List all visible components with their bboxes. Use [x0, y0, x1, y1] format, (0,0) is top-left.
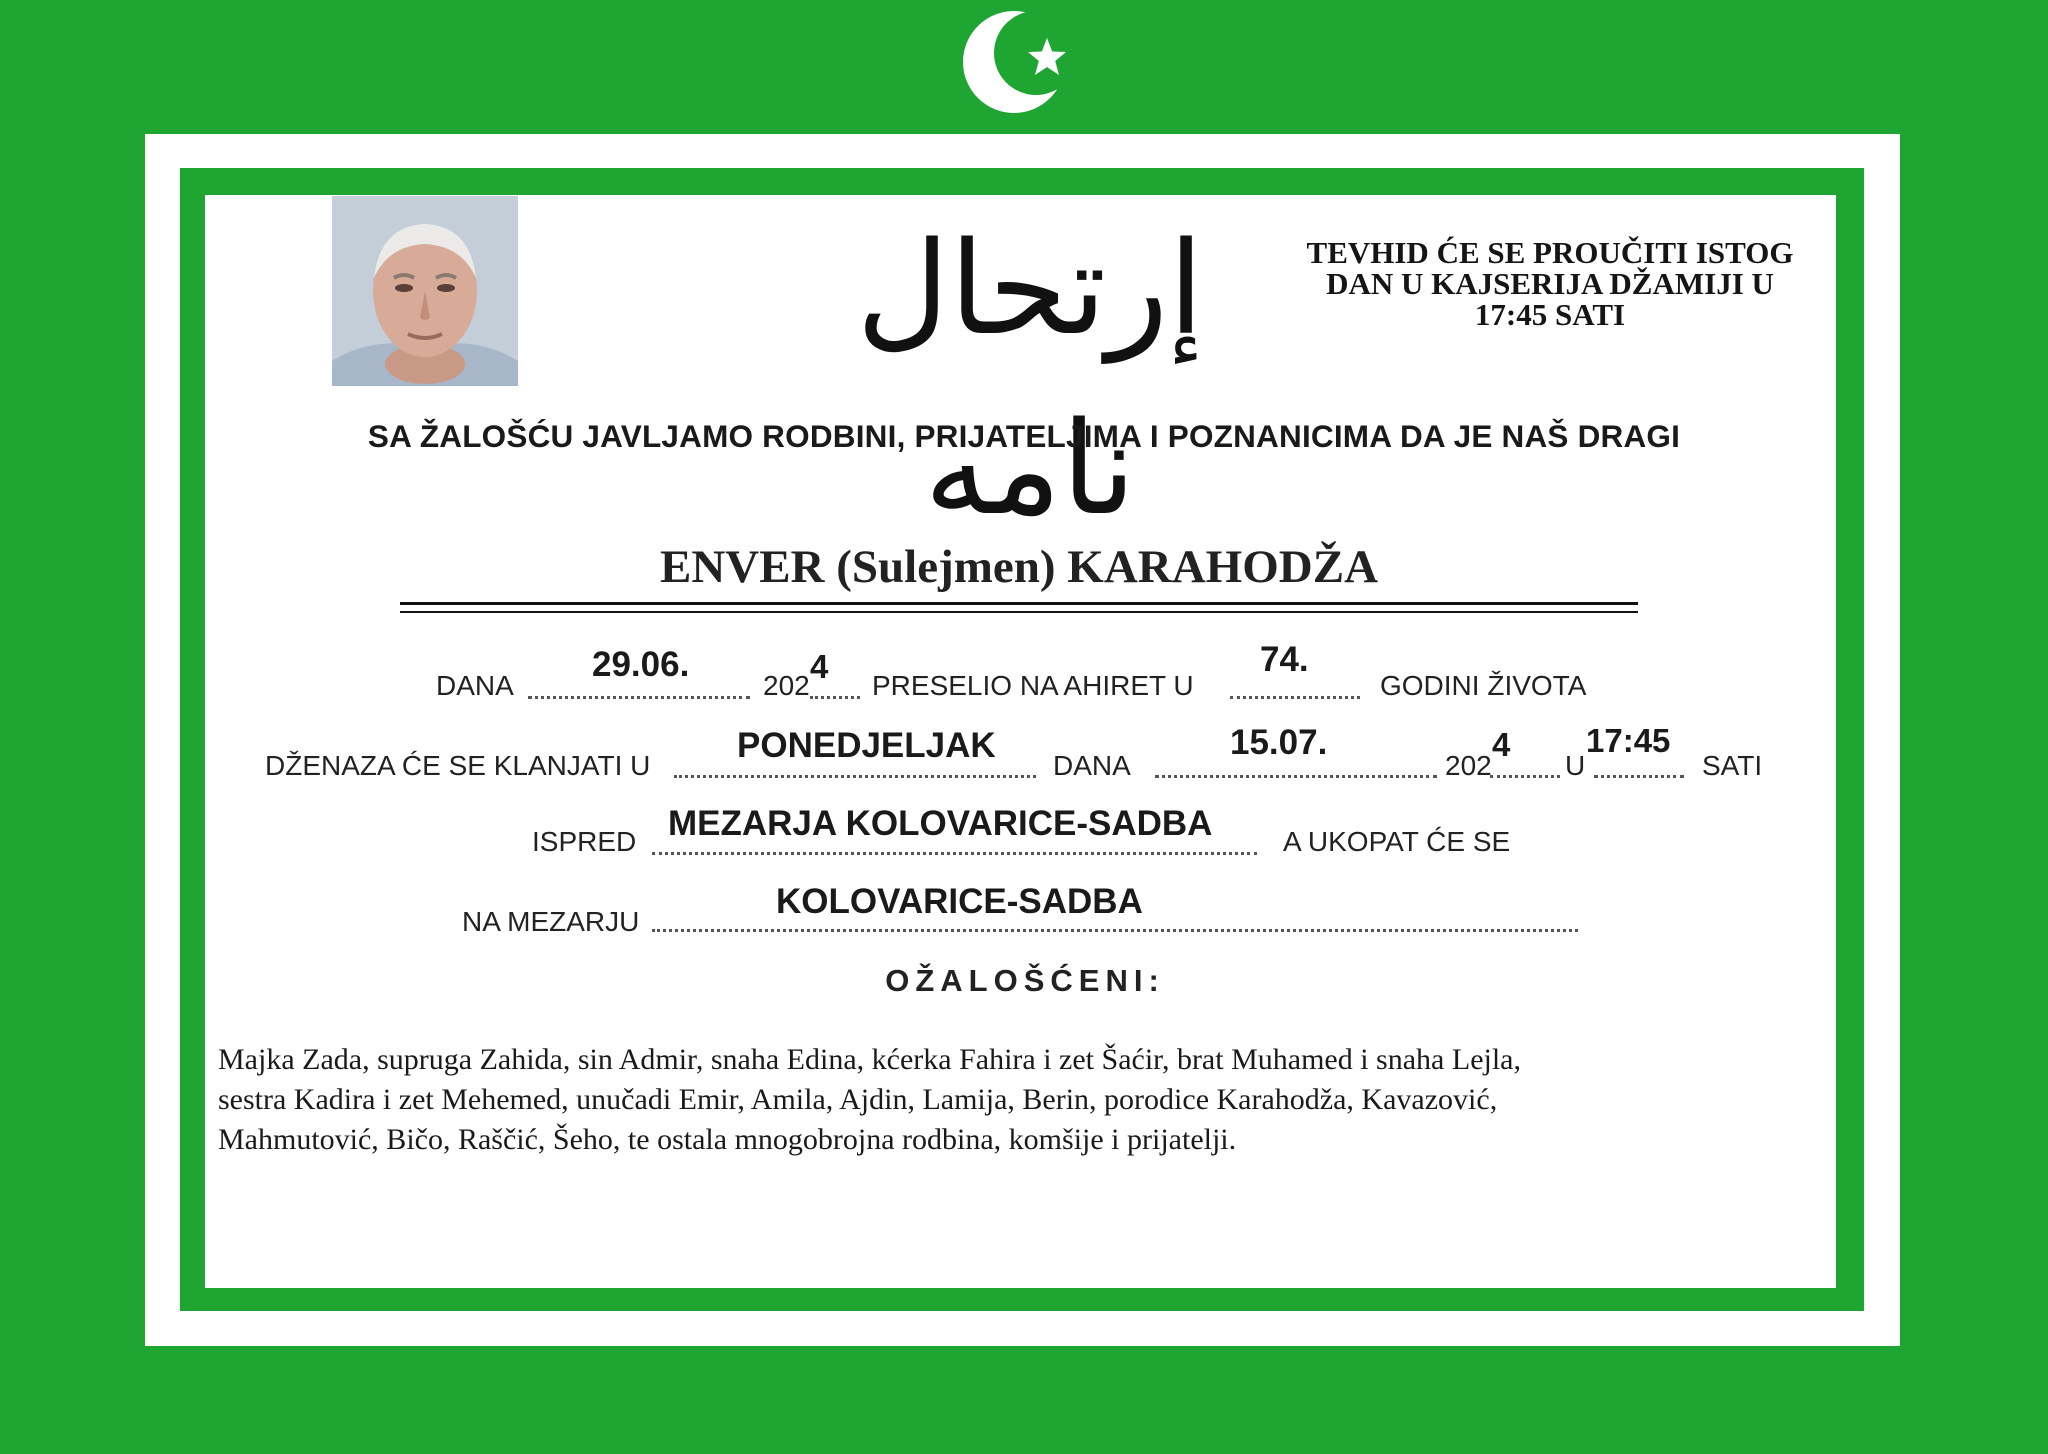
- year-digit: 4: [1492, 726, 1511, 763]
- dana-label: DANA: [1053, 750, 1131, 781]
- u-label: U: [1565, 750, 1586, 781]
- funeral-date: 15.07.: [1230, 723, 1328, 762]
- tevhid-line-3: 17:45 SATI: [1474, 297, 1626, 332]
- dana-label: DANA: [436, 670, 514, 701]
- mourners-list: [218, 1040, 1838, 1160]
- intro-text: SA ŽALOŠĆU JAVLJAMO RODBINI, PRIJATELJIMA I POZNANICIMA DA JE NAŠ DRAGI: [367, 418, 1681, 454]
- dotted-line: [810, 696, 860, 699]
- dotted-line: [1230, 696, 1360, 699]
- arabic-title: إرتحال نامه: [856, 215, 1204, 544]
- dotted-line: [1594, 775, 1684, 778]
- tevhid-notice: [1270, 237, 1830, 330]
- age: 74.: [1260, 640, 1309, 679]
- death-date: 29.06.: [592, 645, 690, 684]
- deceased-name: ENVER (Sulejmen) KARAHODŽA: [659, 541, 1379, 593]
- year-prefix: 202: [1445, 750, 1492, 781]
- ispred-label: ISPRED: [532, 826, 637, 857]
- dotted-line: [1490, 775, 1560, 778]
- ukopat-label: A UKOPAT ĆE SE: [1283, 826, 1511, 857]
- name-underline: [400, 602, 1638, 605]
- tevhid-line-2: DAN U KAJSERIJA DŽAMIJI U: [1326, 266, 1774, 301]
- mourners-line-3: Mahmutović, Bičo, Raščić, Šeho, te ostala mnogobrojna rodbina, komšije i prijatelji.: [218, 1123, 1237, 1156]
- dotted-line: [674, 775, 1036, 778]
- portrait-photo: [332, 196, 518, 386]
- dotted-line: [652, 852, 1257, 855]
- funeral-place: MEZARJA KOLOVARICE-SADBA: [668, 804, 1213, 843]
- funeral-day: PONEDJELJAK: [737, 726, 996, 765]
- cemetery-name: KOLOVARICE-SADBA: [776, 882, 1143, 921]
- tevhid-line-1: TEVHID ĆE SE PROUČITI ISTOG: [1306, 235, 1794, 270]
- funeral-time: 17:45: [1586, 722, 1671, 759]
- godini-label: GODINI ŽIVOTA: [1380, 670, 1587, 701]
- mourners-line-2: sestra Kadira i zet Mehemed, unučadi Emir, Amila, Ajdin, Lamija, Berin, porodice Karahodža, Kavazović,: [218, 1083, 1498, 1116]
- sati-label: SATI: [1702, 750, 1763, 781]
- dotted-line: [652, 929, 1578, 932]
- year-digit: 4: [810, 648, 829, 685]
- mourners-line-1: Majka Zada, supruga Zahida, sin Admir, snaha Edina, kćerka Fahira i zet Šaćir, brat Muhamed i snaha Lejla,: [218, 1043, 1521, 1076]
- year-prefix: 202: [763, 670, 810, 701]
- name-underline-thin: [400, 611, 1638, 613]
- dotted-line: [1155, 775, 1437, 778]
- mezarju-label: NA MEZARJU: [462, 906, 640, 937]
- crescent-star-icon: [952, 0, 1092, 125]
- dzenaza-label: DŽENAZA ĆE SE KLANJATI U: [265, 750, 651, 781]
- mourners-title: OŽALOŠĆENI:: [885, 963, 1165, 998]
- preselio-label: PRESELIO NA AHIRET U: [872, 670, 1194, 701]
- dotted-line: [528, 696, 750, 699]
